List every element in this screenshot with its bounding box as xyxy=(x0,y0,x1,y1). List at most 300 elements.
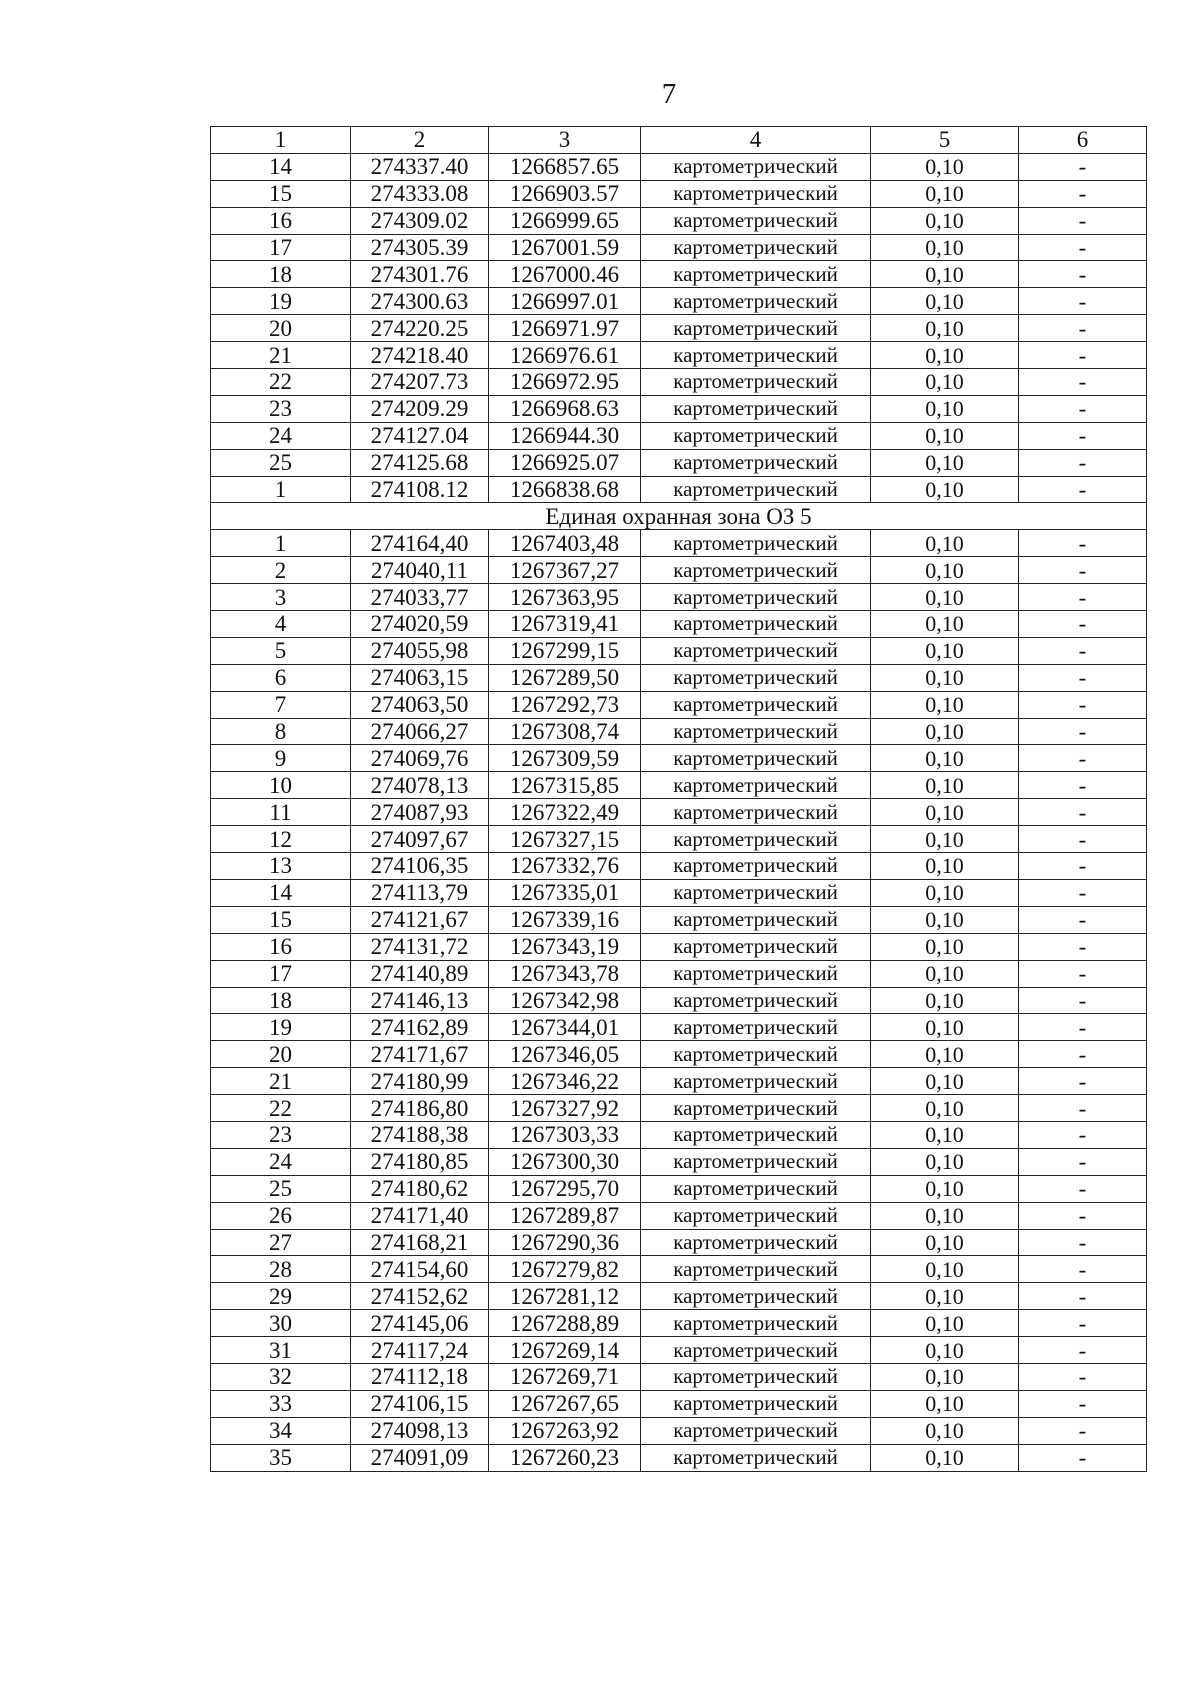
x-coordinate-cell: 274140,89 xyxy=(351,960,489,987)
note-cell: - xyxy=(1019,1363,1147,1390)
table-row xyxy=(211,611,1147,638)
y-coordinate-cell: 1267346,22 xyxy=(489,1068,641,1095)
point-number-cell: 28 xyxy=(211,1256,351,1283)
x-coordinate-cell: 274220.25 xyxy=(351,315,489,342)
y-coordinate-cell: 1267269,71 xyxy=(489,1363,641,1390)
table-row xyxy=(211,1363,1147,1390)
note-cell: - xyxy=(1019,261,1147,288)
accuracy-cell: 0,10 xyxy=(871,1068,1019,1095)
point-number-cell: 1 xyxy=(211,530,351,557)
y-coordinate-cell: 1267000.46 xyxy=(489,261,641,288)
method-cell: картометрический xyxy=(641,342,871,369)
y-coordinate-cell: 1266968.63 xyxy=(489,395,641,422)
table-row xyxy=(211,987,1147,1014)
point-number-cell: 5 xyxy=(211,637,351,664)
y-coordinate-cell: 1267303,33 xyxy=(489,1121,641,1148)
point-number-cell: 20 xyxy=(211,315,351,342)
y-coordinate-cell: 1267332,76 xyxy=(489,853,641,880)
accuracy-cell: 0,10 xyxy=(871,1283,1019,1310)
accuracy-cell: 0,10 xyxy=(871,449,1019,476)
point-number-cell: 25 xyxy=(211,449,351,476)
x-coordinate-cell: 274186,80 xyxy=(351,1095,489,1122)
note-cell: - xyxy=(1019,906,1147,933)
table-row xyxy=(211,530,1147,557)
point-number-cell: 19 xyxy=(211,1014,351,1041)
table-row xyxy=(211,879,1147,906)
table-row xyxy=(211,180,1147,207)
table-row xyxy=(211,315,1147,342)
note-cell: - xyxy=(1019,315,1147,342)
y-coordinate-cell: 1266976.61 xyxy=(489,342,641,369)
x-coordinate-cell: 274171,40 xyxy=(351,1202,489,1229)
note-cell: - xyxy=(1019,1202,1147,1229)
method-cell: картометрический xyxy=(641,1390,871,1417)
accuracy-cell: 0,10 xyxy=(871,1229,1019,1256)
x-coordinate-cell: 274113,79 xyxy=(351,879,489,906)
table-row xyxy=(211,637,1147,664)
accuracy-cell: 0,10 xyxy=(871,288,1019,315)
x-coordinate-cell: 274305.39 xyxy=(351,234,489,261)
accuracy-cell: 0,10 xyxy=(871,799,1019,826)
y-coordinate-cell: 1267260,23 xyxy=(489,1444,641,1471)
note-cell: - xyxy=(1019,1121,1147,1148)
note-cell: - xyxy=(1019,987,1147,1014)
table-row xyxy=(211,906,1147,933)
note-cell: - xyxy=(1019,637,1147,664)
accuracy-cell: 0,10 xyxy=(871,987,1019,1014)
note-cell: - xyxy=(1019,1256,1147,1283)
accuracy-cell: 0,10 xyxy=(871,1390,1019,1417)
point-number-cell: 25 xyxy=(211,1175,351,1202)
method-cell: картометрический xyxy=(641,960,871,987)
accuracy-cell: 0,10 xyxy=(871,476,1019,503)
y-coordinate-cell: 1266838.68 xyxy=(489,476,641,503)
method-cell: картометрический xyxy=(641,826,871,853)
point-number-cell: 13 xyxy=(211,853,351,880)
x-coordinate-cell: 274152,62 xyxy=(351,1283,489,1310)
y-coordinate-cell: 1267289,50 xyxy=(489,664,641,691)
table-row xyxy=(211,1417,1147,1444)
accuracy-cell: 0,10 xyxy=(871,1417,1019,1444)
method-cell: картометрический xyxy=(641,906,871,933)
y-coordinate-cell: 1267308,74 xyxy=(489,718,641,745)
method-cell: картометрический xyxy=(641,1121,871,1148)
point-number-cell: 18 xyxy=(211,987,351,1014)
x-coordinate-cell: 274063,15 xyxy=(351,664,489,691)
point-number-cell: 4 xyxy=(211,611,351,638)
point-number-cell: 18 xyxy=(211,261,351,288)
table-row xyxy=(211,933,1147,960)
table-row xyxy=(211,1256,1147,1283)
method-cell: картометрический xyxy=(641,557,871,584)
table-row xyxy=(211,1337,1147,1364)
x-coordinate-cell: 274180,99 xyxy=(351,1068,489,1095)
table-row xyxy=(211,234,1147,261)
method-cell: картометрический xyxy=(641,234,871,261)
method-cell: картометрический xyxy=(641,1363,871,1390)
table-row xyxy=(211,1148,1147,1175)
accuracy-cell: 0,10 xyxy=(871,853,1019,880)
point-number-cell: 23 xyxy=(211,1121,351,1148)
point-number-cell: 3 xyxy=(211,584,351,611)
accuracy-cell: 0,10 xyxy=(871,1148,1019,1175)
note-cell: - xyxy=(1019,933,1147,960)
x-coordinate-cell: 274154,60 xyxy=(351,1256,489,1283)
note-cell: - xyxy=(1019,1444,1147,1471)
point-number-cell: 1 xyxy=(211,476,351,503)
method-cell: картометрический xyxy=(641,987,871,1014)
x-coordinate-cell: 274168,21 xyxy=(351,1229,489,1256)
y-coordinate-cell: 1267292,73 xyxy=(489,691,641,718)
method-cell: картометрический xyxy=(641,637,871,664)
x-coordinate-cell: 274066,27 xyxy=(351,718,489,745)
method-cell: картометрический xyxy=(641,1337,871,1364)
y-coordinate-cell: 1266971.97 xyxy=(489,315,641,342)
method-cell: картометрический xyxy=(641,153,871,180)
x-coordinate-cell: 274055,98 xyxy=(351,637,489,664)
x-coordinate-cell: 274188,38 xyxy=(351,1121,489,1148)
y-coordinate-cell: 1267342,98 xyxy=(489,987,641,1014)
note-cell: - xyxy=(1019,342,1147,369)
point-number-cell: 20 xyxy=(211,1041,351,1068)
table-row xyxy=(211,691,1147,718)
accuracy-cell: 0,10 xyxy=(871,153,1019,180)
accuracy-cell: 0,10 xyxy=(871,1310,1019,1337)
x-coordinate-cell: 274117,24 xyxy=(351,1337,489,1364)
method-cell: картометрический xyxy=(641,207,871,234)
note-cell: - xyxy=(1019,1175,1147,1202)
method-cell: картометрический xyxy=(641,879,871,906)
point-number-cell: 29 xyxy=(211,1283,351,1310)
point-number-cell: 8 xyxy=(211,718,351,745)
table-row xyxy=(211,1175,1147,1202)
point-number-cell: 34 xyxy=(211,1417,351,1444)
point-number-cell: 27 xyxy=(211,1229,351,1256)
accuracy-cell: 0,10 xyxy=(871,1337,1019,1364)
method-cell: картометрический xyxy=(641,799,871,826)
accuracy-cell: 0,10 xyxy=(871,718,1019,745)
accuracy-cell: 0,10 xyxy=(871,180,1019,207)
table-row xyxy=(211,395,1147,422)
y-coordinate-cell: 1267315,85 xyxy=(489,772,641,799)
table-row xyxy=(211,745,1147,772)
note-cell: - xyxy=(1019,1095,1147,1122)
x-coordinate-cell: 274207.73 xyxy=(351,369,489,396)
accuracy-cell: 0,10 xyxy=(871,1256,1019,1283)
method-cell: картометрический xyxy=(641,584,871,611)
x-coordinate-cell: 274091,09 xyxy=(351,1444,489,1471)
point-number-cell: 16 xyxy=(211,933,351,960)
header-cell: 1 xyxy=(211,127,351,154)
method-cell: картометрический xyxy=(641,853,871,880)
zone-title: Единая охранная зона ОЗ 5 xyxy=(211,503,1147,530)
table-row xyxy=(211,772,1147,799)
note-cell: - xyxy=(1019,1417,1147,1444)
point-number-cell: 2 xyxy=(211,557,351,584)
accuracy-cell: 0,10 xyxy=(871,1121,1019,1148)
accuracy-cell: 0,10 xyxy=(871,664,1019,691)
x-coordinate-cell: 274106,35 xyxy=(351,853,489,880)
y-coordinate-cell: 1266925.07 xyxy=(489,449,641,476)
note-cell: - xyxy=(1019,1148,1147,1175)
note-cell: - xyxy=(1019,960,1147,987)
note-cell: - xyxy=(1019,1014,1147,1041)
zone-title-row xyxy=(211,503,1147,530)
note-cell: - xyxy=(1019,1283,1147,1310)
x-coordinate-cell: 274040,11 xyxy=(351,557,489,584)
note-cell: - xyxy=(1019,772,1147,799)
note-cell: - xyxy=(1019,1068,1147,1095)
table-header-row xyxy=(211,127,1147,154)
note-cell: - xyxy=(1019,1337,1147,1364)
table-row xyxy=(211,207,1147,234)
point-number-cell: 10 xyxy=(211,772,351,799)
table-row xyxy=(211,1310,1147,1337)
point-number-cell: 21 xyxy=(211,1068,351,1095)
table-row xyxy=(211,1014,1147,1041)
accuracy-cell: 0,10 xyxy=(871,584,1019,611)
table-row xyxy=(211,584,1147,611)
x-coordinate-cell: 274145,06 xyxy=(351,1310,489,1337)
y-coordinate-cell: 1267367,27 xyxy=(489,557,641,584)
point-number-cell: 22 xyxy=(211,1095,351,1122)
x-coordinate-cell: 274127.04 xyxy=(351,422,489,449)
note-cell: - xyxy=(1019,369,1147,396)
accuracy-cell: 0,10 xyxy=(871,906,1019,933)
note-cell: - xyxy=(1019,1229,1147,1256)
y-coordinate-cell: 1267289,87 xyxy=(489,1202,641,1229)
y-coordinate-cell: 1267300,30 xyxy=(489,1148,641,1175)
table-row xyxy=(211,826,1147,853)
table-row xyxy=(211,1068,1147,1095)
note-cell: - xyxy=(1019,853,1147,880)
x-coordinate-cell: 274078,13 xyxy=(351,772,489,799)
method-cell: картометрический xyxy=(641,691,871,718)
table-row xyxy=(211,342,1147,369)
y-coordinate-cell: 1266972.95 xyxy=(489,369,641,396)
method-cell: картометрический xyxy=(641,422,871,449)
x-coordinate-cell: 274309.02 xyxy=(351,207,489,234)
y-coordinate-cell: 1267346,05 xyxy=(489,1041,641,1068)
method-cell: картометрический xyxy=(641,611,871,638)
x-coordinate-cell: 274112,18 xyxy=(351,1363,489,1390)
x-coordinate-cell: 274337.40 xyxy=(351,153,489,180)
point-number-cell: 17 xyxy=(211,960,351,987)
x-coordinate-cell: 274171,67 xyxy=(351,1041,489,1068)
table-row xyxy=(211,853,1147,880)
table-row xyxy=(211,1041,1147,1068)
point-number-cell: 33 xyxy=(211,1390,351,1417)
y-coordinate-cell: 1267344,01 xyxy=(489,1014,641,1041)
y-coordinate-cell: 1267001.59 xyxy=(489,234,641,261)
note-cell: - xyxy=(1019,153,1147,180)
y-coordinate-cell: 1267335,01 xyxy=(489,879,641,906)
table-row xyxy=(211,1229,1147,1256)
accuracy-cell: 0,10 xyxy=(871,745,1019,772)
header-cell: 4 xyxy=(641,127,871,154)
point-number-cell: 9 xyxy=(211,745,351,772)
method-cell: картометрический xyxy=(641,1444,871,1471)
table-row xyxy=(211,288,1147,315)
note-cell: - xyxy=(1019,718,1147,745)
point-number-cell: 31 xyxy=(211,1337,351,1364)
accuracy-cell: 0,10 xyxy=(871,879,1019,906)
table-row xyxy=(211,1444,1147,1471)
table-row xyxy=(211,557,1147,584)
note-cell: - xyxy=(1019,799,1147,826)
method-cell: картометрический xyxy=(641,1068,871,1095)
note-cell: - xyxy=(1019,745,1147,772)
table-row xyxy=(211,1390,1147,1417)
method-cell: картометрический xyxy=(641,395,871,422)
accuracy-cell: 0,10 xyxy=(871,933,1019,960)
method-cell: картометрический xyxy=(641,933,871,960)
y-coordinate-cell: 1267343,78 xyxy=(489,960,641,987)
y-coordinate-cell: 1267279,82 xyxy=(489,1256,641,1283)
note-cell: - xyxy=(1019,476,1147,503)
accuracy-cell: 0,10 xyxy=(871,395,1019,422)
accuracy-cell: 0,10 xyxy=(871,960,1019,987)
page-number: 7 xyxy=(661,78,677,110)
accuracy-cell: 0,10 xyxy=(871,1363,1019,1390)
note-cell: - xyxy=(1019,664,1147,691)
point-number-cell: 24 xyxy=(211,1148,351,1175)
accuracy-cell: 0,10 xyxy=(871,207,1019,234)
point-number-cell: 16 xyxy=(211,207,351,234)
accuracy-cell: 0,10 xyxy=(871,557,1019,584)
x-coordinate-cell: 274069,76 xyxy=(351,745,489,772)
x-coordinate-cell: 274131,72 xyxy=(351,933,489,960)
table-row xyxy=(211,664,1147,691)
method-cell: картометрический xyxy=(641,476,871,503)
x-coordinate-cell: 274106,15 xyxy=(351,1390,489,1417)
x-coordinate-cell: 274121,67 xyxy=(351,906,489,933)
y-coordinate-cell: 1267290,36 xyxy=(489,1229,641,1256)
y-coordinate-cell: 1266997.01 xyxy=(489,288,641,315)
method-cell: картометрический xyxy=(641,530,871,557)
table-row xyxy=(211,153,1147,180)
point-number-cell: 7 xyxy=(211,691,351,718)
table-row xyxy=(211,261,1147,288)
point-number-cell: 12 xyxy=(211,826,351,853)
method-cell: картометрический xyxy=(641,369,871,396)
table-row xyxy=(211,476,1147,503)
note-cell: - xyxy=(1019,557,1147,584)
table-row xyxy=(211,422,1147,449)
accuracy-cell: 0,10 xyxy=(871,234,1019,261)
note-cell: - xyxy=(1019,826,1147,853)
note-cell: - xyxy=(1019,879,1147,906)
y-coordinate-cell: 1266944.30 xyxy=(489,422,641,449)
x-coordinate-cell: 274301.76 xyxy=(351,261,489,288)
point-number-cell: 24 xyxy=(211,422,351,449)
method-cell: картометрический xyxy=(641,1310,871,1337)
note-cell: - xyxy=(1019,288,1147,315)
x-coordinate-cell: 274033,77 xyxy=(351,584,489,611)
method-cell: картометрический xyxy=(641,449,871,476)
y-coordinate-cell: 1267299,15 xyxy=(489,637,641,664)
method-cell: картометрический xyxy=(641,1095,871,1122)
header-cell: 2 xyxy=(351,127,489,154)
accuracy-cell: 0,10 xyxy=(871,530,1019,557)
note-cell: - xyxy=(1019,691,1147,718)
point-number-cell: 14 xyxy=(211,879,351,906)
y-coordinate-cell: 1266857.65 xyxy=(489,153,641,180)
y-coordinate-cell: 1267319,41 xyxy=(489,611,641,638)
table-row xyxy=(211,960,1147,987)
y-coordinate-cell: 1266903.57 xyxy=(489,180,641,207)
method-cell: картометрический xyxy=(641,772,871,799)
x-coordinate-cell: 274098,13 xyxy=(351,1417,489,1444)
point-number-cell: 21 xyxy=(211,342,351,369)
note-cell: - xyxy=(1019,207,1147,234)
accuracy-cell: 0,10 xyxy=(871,261,1019,288)
x-coordinate-cell: 274209.29 xyxy=(351,395,489,422)
accuracy-cell: 0,10 xyxy=(871,369,1019,396)
x-coordinate-cell: 274063,50 xyxy=(351,691,489,718)
y-coordinate-cell: 1267281,12 xyxy=(489,1283,641,1310)
note-cell: - xyxy=(1019,1310,1147,1337)
accuracy-cell: 0,10 xyxy=(871,422,1019,449)
note-cell: - xyxy=(1019,422,1147,449)
y-coordinate-cell: 1267267,65 xyxy=(489,1390,641,1417)
point-number-cell: 32 xyxy=(211,1363,351,1390)
method-cell: картометрический xyxy=(641,1417,871,1444)
table-row xyxy=(211,718,1147,745)
method-cell: картометрический xyxy=(641,1148,871,1175)
y-coordinate-cell: 1266999.65 xyxy=(489,207,641,234)
point-number-cell: 23 xyxy=(211,395,351,422)
x-coordinate-cell: 274162,89 xyxy=(351,1014,489,1041)
table-row xyxy=(211,1121,1147,1148)
accuracy-cell: 0,10 xyxy=(871,1095,1019,1122)
accuracy-cell: 0,10 xyxy=(871,1041,1019,1068)
table-row xyxy=(211,799,1147,826)
point-number-cell: 14 xyxy=(211,153,351,180)
x-coordinate-cell: 274146,13 xyxy=(351,987,489,1014)
accuracy-cell: 0,10 xyxy=(871,772,1019,799)
point-number-cell: 15 xyxy=(211,906,351,933)
table-row xyxy=(211,1283,1147,1310)
y-coordinate-cell: 1267327,92 xyxy=(489,1095,641,1122)
y-coordinate-cell: 1267263,92 xyxy=(489,1417,641,1444)
x-coordinate-cell: 274180,85 xyxy=(351,1148,489,1175)
point-number-cell: 30 xyxy=(211,1310,351,1337)
note-cell: - xyxy=(1019,180,1147,207)
x-coordinate-cell: 274020,59 xyxy=(351,611,489,638)
y-coordinate-cell: 1267309,59 xyxy=(489,745,641,772)
table-row xyxy=(211,449,1147,476)
table-body xyxy=(211,127,1147,1472)
y-coordinate-cell: 1267339,16 xyxy=(489,906,641,933)
accuracy-cell: 0,10 xyxy=(871,342,1019,369)
table-row xyxy=(211,1202,1147,1229)
method-cell: картометрический xyxy=(641,1229,871,1256)
accuracy-cell: 0,10 xyxy=(871,611,1019,638)
x-coordinate-cell: 274164,40 xyxy=(351,530,489,557)
method-cell: картометрический xyxy=(641,180,871,207)
coordinates-table xyxy=(210,126,1147,1472)
table-row xyxy=(211,369,1147,396)
note-cell: - xyxy=(1019,395,1147,422)
point-number-cell: 19 xyxy=(211,288,351,315)
method-cell: картометрический xyxy=(641,1283,871,1310)
point-number-cell: 35 xyxy=(211,1444,351,1471)
method-cell: картометрический xyxy=(641,1175,871,1202)
note-cell: - xyxy=(1019,449,1147,476)
point-number-cell: 6 xyxy=(211,664,351,691)
x-coordinate-cell: 274333.08 xyxy=(351,180,489,207)
